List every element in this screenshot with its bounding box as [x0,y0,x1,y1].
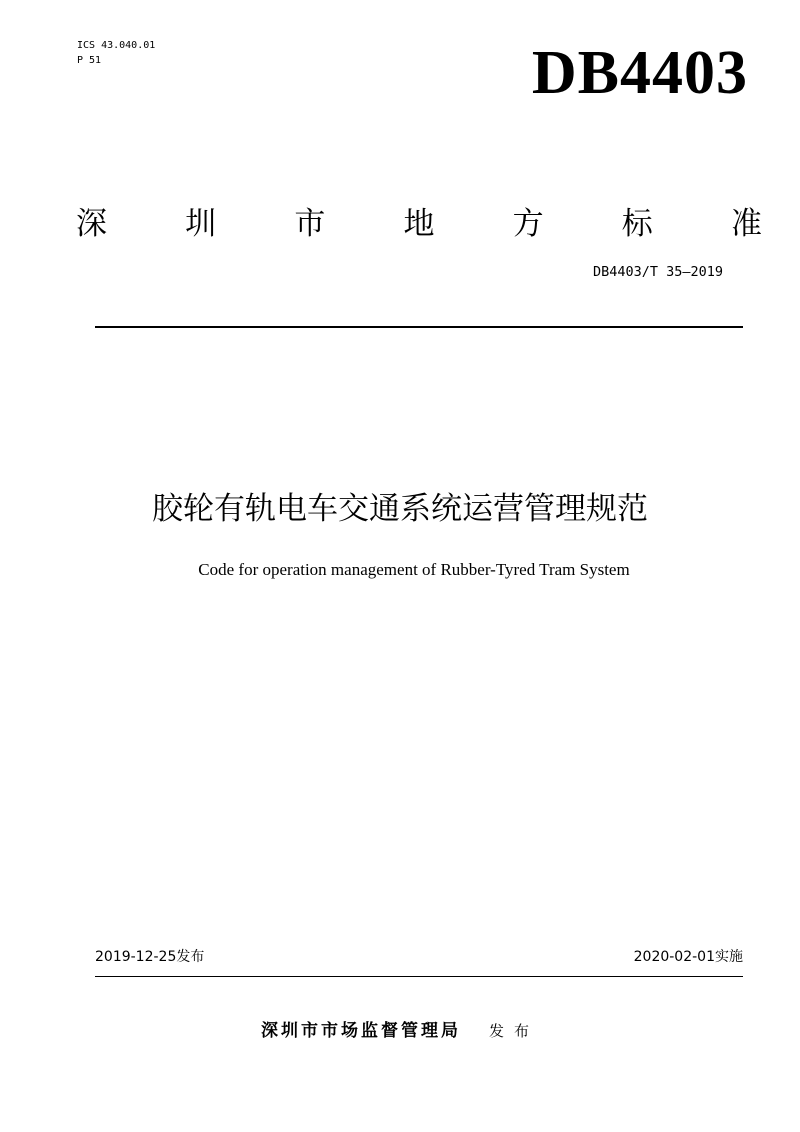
category-char: 准 [730,206,762,242]
document-title: 胶轮有轨电车交通系统运营管理规范 [152,491,648,527]
category-char: 圳 [185,206,217,242]
category-char: 深 [76,206,107,242]
ics-code: ICS 43.040.01 [77,40,156,51]
document-title-english: Code for operation management of Rubber-Tyred Tram System [198,560,630,579]
category-char: 市 [294,206,326,242]
issue-action: 发布 [488,1022,539,1040]
standard-code-logo: DB4403 [531,39,748,107]
category-char: 地 [403,206,435,242]
top-divider [95,326,743,328]
ccs-code: P 51 [77,55,102,66]
category-char: 标 [621,206,653,242]
classification-codes [77,38,155,68]
category-char: 方 [512,206,544,242]
issuing-authority [0,1018,800,1044]
implementation-date: 2020-02-01实施 [633,949,743,965]
issue-date: 2019-12-25发布 [95,949,205,965]
standard-category [76,202,762,246]
standard-number: DB4403/T 35—2019 [592,264,723,280]
bottom-divider [95,976,743,977]
issuer-name: 深圳市市场监督管理局 [260,1021,461,1041]
